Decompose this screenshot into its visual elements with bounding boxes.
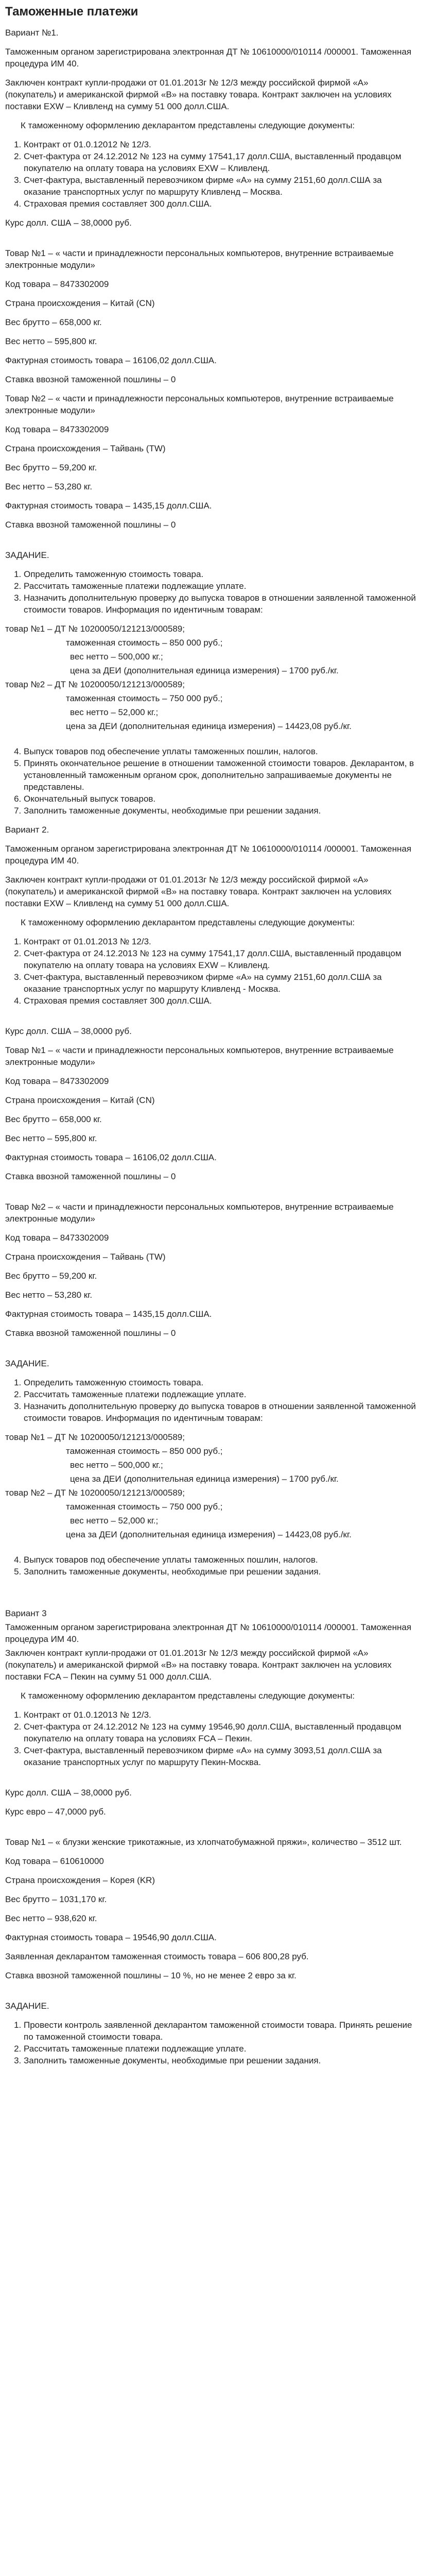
- identical-goods-line: таможенная стоимость – 850 000 руб.;: [66, 1446, 223, 1456]
- goods-line: Вес нетто – 53,280 кг.: [5, 1290, 93, 1300]
- task-list-continued: [5, 745, 421, 817]
- list-item: 4. Страховая премия составляет 300 долл.США.: [24, 995, 421, 1007]
- intro-paragraph: Заключен контракт купли-продажи от 01.01.2013г № 12/3 между российской фирмой «А» (покупатель) и американской фирмой «В» на поставку товара. Контракт заключен на условиях поставки EXW – Кливленд на сумму 51 000 долл.США.: [5, 78, 392, 111]
- identical-goods-line: таможенная стоимость – 750 000 руб.;: [66, 693, 223, 703]
- identical-goods-line: вес нетто – 500,000 кг.;: [70, 1460, 163, 1470]
- list-item: 1. Контракт от 01.0.12013 № 12/3.: [24, 1709, 421, 1721]
- goods-line: Код товара – 610610000: [5, 1856, 104, 1866]
- goods-line: Код товара – 8473302009: [5, 425, 109, 434]
- goods-line: Код товара – 8473302009: [5, 1076, 109, 1086]
- goods-line: Вес брутто – 658,000 кг.: [5, 317, 102, 327]
- list-item: 2. Счет-фактура от 24.12.2012 № 123 на сумму 17541,17 долл.США, выставленный продавцом покупателю на оплату товара на условиях EXW – Кливленд.: [24, 150, 421, 174]
- identical-goods-line: цена за ДЕИ (дополнительная единица измерения) – 1700 руб./кг.: [70, 1474, 339, 1484]
- documents-list: [5, 139, 421, 210]
- list-item: 4. Выпуск товаров под обеспечение уплаты таможенных пошлин, налогов.: [24, 1554, 421, 1566]
- docs-lead: К таможенному оформлению декларантом представлены следующие документы:: [21, 1691, 355, 1701]
- identical-goods-head: товар №2 – ДТ № 10200050/121213/000589;: [5, 680, 185, 689]
- exchange-rate-eur: Курс евро – 47,0000 руб.: [5, 1807, 106, 1817]
- intro-paragraph: Заключен контракт купли-продажи от 01.01.2013г № 12/3 между российской фирмой «А» (покупатель) и американской фирмой «В» на поставку товара. Контракт заключен на условиях поставки EXW – Кливленд на сумму 51 000 долл.США.: [5, 875, 392, 908]
- docs-lead: К таможенному оформлению декларантом представлены следующие документы:: [21, 918, 355, 927]
- task-heading: ЗАДАНИЕ.: [5, 550, 49, 560]
- variant-2: [5, 824, 421, 1578]
- list-item: 4. Страховая премия составляет 300 долл.США.: [24, 198, 421, 210]
- goods-name: Товар №1 – « части и принадлежности персональных компьютеров, внутренние встраиваемые электронные модули»: [5, 248, 394, 270]
- goods-line: Страна происхождения – Китай (CN): [5, 298, 155, 308]
- variant-heading: Вариант №1.: [5, 28, 59, 38]
- list-item: 3. Счет-фактура, выставленный перевозчиком фирме «А» на сумму 2151,60 долл.США за оказание транспортных услуг по маршруту Кливленд - Москва.: [24, 971, 421, 995]
- documents-list: [5, 936, 421, 1007]
- identical-goods-line: вес нетто – 52,000 кг.;: [70, 707, 159, 717]
- list-item: 3. Назначить дополнительную проверку до выпуска товаров в отношении заявленной таможенной стоимости товаров. Информация по идентичным товарам:: [24, 592, 421, 616]
- goods-name: Товар №2 – « части и принадлежности персональных компьютеров, внутренние встраиваемые электронные модули»: [5, 394, 394, 415]
- task-list: [5, 1377, 421, 1424]
- goods-line: Код товара – 8473302009: [5, 1233, 109, 1243]
- list-item: 7. Заполнить таможенные документы, необходимые при решении задания.: [24, 805, 421, 817]
- list-item: 1. Определить таможенную стоимость товара.: [24, 568, 421, 580]
- goods-line: Вес брутто – 1031,170 кг.: [5, 1894, 107, 1904]
- variant-1: [5, 27, 421, 817]
- variant-heading: Вариант 2.: [5, 825, 49, 835]
- identical-goods-line: вес нетто – 500,000 кг.;: [70, 652, 163, 662]
- list-item: 1. Провести контроль заявленной декларантом таможенной стоимости товара. Принять решение по таможенной стоимости товара.: [24, 2019, 421, 2043]
- goods-line: Фактурная стоимость товара – 16106,02 долл.США.: [5, 355, 217, 365]
- list-item: 3. Счет-фактура, выставленный перевозчиком фирме «А» на сумму 3093,51 долл.США за оказание транспортных услуг по маршруту Пекин-Москва.: [24, 1744, 421, 1768]
- task-list: [5, 2019, 421, 2066]
- goods-line: Вес брутто – 59,200 кг.: [5, 1271, 97, 1281]
- task-heading: ЗАДАНИЕ.: [5, 1359, 49, 1368]
- goods-line: Код товара – 8473302009: [5, 279, 109, 289]
- documents-list: [5, 1709, 421, 1768]
- identical-goods-head: товар №1 – ДТ № 10200050/121213/000589;: [5, 1432, 185, 1442]
- goods-line: Ставка ввозной таможенной пошлины – 10 %, но не менее 2 евро за кг.: [5, 1971, 297, 1980]
- identical-goods-line: вес нетто – 52,000 кг.;: [70, 1516, 159, 1526]
- list-item: 3. Заполнить таможенные документы, необходимые при решении задания.: [24, 2055, 421, 2066]
- goods-line: Ставка ввозной таможенной пошлины – 0: [5, 375, 176, 384]
- goods-line: Вес брутто – 658,000 кг.: [5, 1114, 102, 1124]
- list-item: 3. Счет-фактура, выставленный перевозчиком фирме «А» на сумму 2151,60 долл.США за оказание транспортных услуг по маршруту Кливленд – Москва.: [24, 174, 421, 198]
- list-item: 2. Рассчитать таможенные платежи подлежащие уплате.: [24, 2043, 421, 2055]
- goods-line: Страна происхождения – Тайвань (TW): [5, 1252, 166, 1262]
- identical-goods-line: таможенная стоимость – 850 000 руб.;: [66, 638, 223, 648]
- intro-paragraph: Таможенным органом зарегистрирована электронная ДТ № 10610000/010114 /000001. Таможенная процедура ИМ 40.: [5, 844, 412, 866]
- list-item: 6. Окончательный выпуск товаров.: [24, 793, 421, 805]
- exchange-rate: Курс долл. США – 38,0000 руб.: [5, 218, 132, 228]
- exchange-rate: Курс долл. США – 38,0000 руб.: [5, 1026, 132, 1036]
- list-item: 5. Заполнить таможенные документы, необходимые при решении задания.: [24, 1566, 421, 1578]
- list-item: 5. Принять окончательное решение в отношении таможенной стоимости товаров. Декларантом, в установленный таможенным органом срок, дополнительно запрашиваемые документы не представлены.: [24, 757, 421, 793]
- identical-goods-head: товар №2 – ДТ № 10200050/121213/000589;: [5, 1488, 185, 1498]
- task-list-continued: [5, 1554, 421, 1578]
- list-item: 1. Контракт от 01.01.2013 № 12/3.: [24, 936, 421, 947]
- goods-line: Страна происхождения – Китай (CN): [5, 1095, 155, 1105]
- list-item: 1. Контракт от 01.0.12012 № 12/3.: [24, 139, 421, 150]
- goods-line: Заявленная декларантом таможенная стоимость товара – 606 800,28 руб.: [5, 1952, 309, 1961]
- goods-line: Ставка ввозной таможенной пошлины – 0: [5, 1172, 176, 1181]
- variant-heading: Вариант 3: [5, 1608, 47, 1618]
- task-heading: ЗАДАНИЕ.: [5, 2001, 49, 2011]
- docs-lead: К таможенному оформлению декларантом представлены следующие документы:: [21, 121, 355, 130]
- goods-line: Фактурная стоимость товара – 1435,15 долл.США.: [5, 501, 212, 511]
- goods-line: Страна происхождения – Тайвань (TW): [5, 444, 166, 453]
- list-item: 2. Рассчитать таможенные платежи подлежащие уплате.: [24, 580, 421, 592]
- intro-paragraph: Таможенным органом зарегистрирована электронная ДТ № 10610000/010114 /000001. Таможенная процедура ИМ 40.: [5, 47, 412, 69]
- goods-name: Товар №1 – « блузки женские трикотажные, из хлопчатобумажной пряжи», количество – 3512 шт.: [5, 1837, 402, 1847]
- goods-line: Ставка ввозной таможенной пошлины – 0: [5, 1328, 176, 1338]
- goods-name: Товар №1 – « части и принадлежности персональных компьютеров, внутренние встраиваемые электронные модули»: [5, 1045, 394, 1067]
- goods-line: Фактурная стоимость товара – 1435,15 долл.США.: [5, 1309, 212, 1319]
- list-item: 3. Назначить дополнительную проверку до выпуска товаров в отношении заявленной таможенной стоимости товаров. Информация по идентичным товарам:: [24, 1400, 421, 1424]
- identical-goods-head: товар №1 – ДТ № 10200050/121213/000589;: [5, 624, 185, 634]
- goods-line: Вес нетто – 53,280 кг.: [5, 482, 93, 492]
- identical-goods-line: цена за ДЕИ (дополнительная единица измерения) – 14423,08 руб./кг.: [66, 1530, 352, 1539]
- goods-name: Товар №2 – « части и принадлежности персональных компьютеров, внутренние встраиваемые электронные модули»: [5, 1202, 394, 1224]
- goods-line: Страна происхождения – Корея (KR): [5, 1875, 155, 1885]
- goods-line: Вес нетто – 595,800 кг.: [5, 1133, 97, 1143]
- goods-line: Вес нетто – 938,620 кг.: [5, 1913, 97, 1923]
- identical-goods-line: цена за ДЕИ (дополнительная единица измерения) – 14423,08 руб./кг.: [66, 721, 352, 731]
- list-item: 2. Счет-фактура от 24.12.2013 № 123 на сумму 17541,17 долл.США, выставленный продавцом покупателю на оплату товара на условиях EXW – Кливленд.: [24, 947, 421, 971]
- goods-line: Ставка ввозной таможенной пошлины – 0: [5, 520, 176, 530]
- goods-line: Вес брутто – 59,200 кг.: [5, 463, 97, 472]
- task-list: [5, 568, 421, 616]
- goods-line: Вес нетто – 595,800 кг.: [5, 336, 97, 346]
- identical-goods-line: таможенная стоимость – 750 000 руб.;: [66, 1502, 223, 1512]
- goods-line: Фактурная стоимость товара – 19546,90 долл.США.: [5, 1933, 217, 1942]
- identical-goods-line: цена за ДЕИ (дополнительная единица измерения) – 1700 руб./кг.: [70, 666, 339, 675]
- list-item: 2. Рассчитать таможенные платежи подлежащие уплате.: [24, 1388, 421, 1400]
- exchange-rate: Курс долл. США – 38,0000 руб.: [5, 1788, 132, 1798]
- goods-line: Фактурная стоимость товара – 16106,02 долл.США.: [5, 1153, 217, 1162]
- intro-paragraph: Таможенным органом зарегистрирована электронная ДТ № 10610000/010114 /000001. Таможенная процедура ИМ 40.: [5, 1622, 412, 1644]
- list-item: 1. Определить таможенную стоимость товара.: [24, 1377, 421, 1388]
- list-item: 2. Счет-фактура от 24.12.2012 № 123 на сумму 19546,90 долл.США, выставленный продавцом покупателю на оплату товара на условиях FCA – Пекин.: [24, 1721, 421, 1744]
- intro-paragraph: Заключен контракт купли-продажи от 01.01.2013г № 12/3 между российской фирмой «А» (покупатель) и американской фирмой «В» на поставку товара. Контракт заключен на условиях поставки FCA – Пекин на сумму 51 000 долл.США.: [5, 1648, 392, 1682]
- list-item: 4. Выпуск товаров под обеспечение уплаты таможенных пошлин, налогов.: [24, 745, 421, 757]
- page-title: Таможенные платежи: [5, 5, 138, 19]
- variant-3: [5, 1607, 421, 2066]
